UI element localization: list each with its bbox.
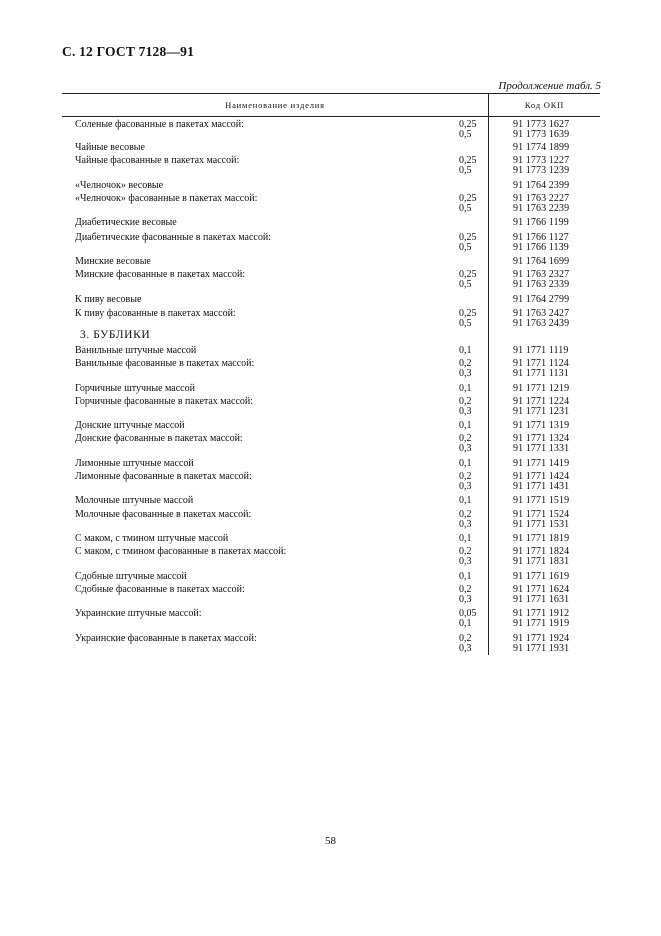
row-mass: 0,5	[459, 129, 472, 140]
table-row	[0, 142, 661, 153]
row-mass: 0,1	[459, 383, 472, 394]
table-continuation-label: Продолжение табл. 5	[498, 80, 601, 92]
row-code: 91 1763 2439	[513, 318, 570, 329]
row-code: 91 1763 2339	[513, 279, 570, 290]
row-name: С маком, с тмином фасованные в пакетах массой:	[75, 546, 287, 557]
row-code: 91 1773 1239	[513, 165, 570, 176]
row-mass: 0,25	[459, 308, 477, 319]
row-code: 91 1771 1424	[513, 471, 570, 482]
row-name: Горчичные штучные массой	[75, 383, 195, 394]
row-mass: 0,2	[459, 509, 472, 520]
row-code: 91 1773 1639	[513, 129, 570, 140]
column-header-code: Код ОКП	[488, 94, 600, 116]
row-name: Лимонные фасованные в пакетах массой:	[75, 471, 252, 482]
row-mass: 0,2	[459, 433, 472, 444]
row-name: С маком, с тмином штучные массой	[75, 533, 229, 544]
row-name: Диабетические весовые	[75, 217, 177, 228]
row-code: 91 1771 1419	[513, 458, 570, 469]
row-name: К пиву фасованные в пакетах массой:	[75, 308, 236, 319]
row-code: 91 1764 1699	[513, 256, 570, 267]
table-row	[0, 242, 661, 253]
row-mass: 0,05	[459, 608, 477, 619]
row-code: 91 1766 1127	[513, 232, 569, 243]
row-mass: 0,3	[459, 406, 472, 417]
row-name: Молочные фасованные в пакетах массой:	[75, 509, 252, 520]
table-row	[0, 594, 661, 605]
row-code: 91 1763 2227	[513, 193, 570, 204]
row-code: 91 1763 2327	[513, 269, 570, 280]
table-row	[0, 533, 661, 544]
row-name: Донские штучные массой	[75, 420, 185, 431]
row-code: 91 1771 1619	[513, 571, 570, 582]
row-mass: 0,1	[459, 420, 472, 431]
table-row	[0, 203, 661, 214]
row-code: 91 1771 1519	[513, 495, 570, 506]
table-row	[0, 519, 661, 530]
column-header-name: Наименование изделия	[225, 100, 325, 110]
row-code: 91 1771 1631	[513, 594, 570, 605]
table-row	[0, 180, 661, 191]
row-code: 91 1771 1219	[513, 383, 570, 394]
table-row	[0, 643, 661, 654]
row-name: Минские весовые	[75, 256, 151, 267]
row-mass: 0,3	[459, 594, 472, 605]
table-row	[0, 368, 661, 379]
row-mass: 0,1	[459, 618, 472, 629]
row-mass: 0,25	[459, 193, 477, 204]
row-name: Минские фасованные в пакетах массой:	[75, 269, 246, 280]
row-mass: 0,3	[459, 519, 472, 530]
row-mass: 0,2	[459, 471, 472, 482]
table-row	[0, 294, 661, 305]
row-code: 91 1771 1924	[513, 633, 570, 644]
row-code: 91 1773 1627	[513, 119, 570, 130]
row-code: 91 1766 1139	[513, 242, 569, 253]
table-row	[0, 217, 661, 228]
row-code: 91 1771 1131	[513, 368, 569, 379]
table-row	[0, 383, 661, 394]
row-name: Лимонные штучные массой	[75, 458, 194, 469]
row-code: 91 1771 1319	[513, 420, 570, 431]
row-code: 91 1771 1124	[513, 358, 569, 369]
row-code: 91 1771 1912	[513, 608, 570, 619]
row-mass: 0,1	[459, 571, 472, 582]
row-code: 91 1771 1831	[513, 556, 570, 567]
row-code: 91 1766 1199	[513, 217, 569, 228]
row-mass: 0,1	[459, 458, 472, 469]
table-row	[0, 256, 661, 267]
row-code: 91 1763 2239	[513, 203, 570, 214]
row-name: Горчичные фасованные в пакетах массой:	[75, 396, 254, 407]
row-name: Сдобные фасованные в пакетах массой:	[75, 584, 245, 595]
row-mass: 0,25	[459, 269, 477, 280]
row-mass: 0,5	[459, 318, 472, 329]
row-mass: 0,1	[459, 495, 472, 506]
table-row	[0, 279, 661, 290]
row-mass: 0,1	[459, 345, 472, 356]
table-row	[0, 458, 661, 469]
table-row	[0, 420, 661, 431]
table-row	[0, 495, 661, 506]
table-row	[0, 443, 661, 454]
row-code: 91 1771 1531	[513, 519, 570, 530]
row-code: 91 1771 1819	[513, 533, 570, 544]
page-header: С. 12 ГОСТ 7128—91	[62, 44, 195, 59]
row-code: 91 1771 1324	[513, 433, 570, 444]
table-row	[0, 618, 661, 629]
row-mass: 0,25	[459, 119, 477, 130]
row-name: Ванильные фасованные в пакетах массой:	[75, 358, 255, 369]
row-code: 91 1771 1231	[513, 406, 570, 417]
row-code: 91 1771 1624	[513, 584, 570, 595]
row-code: 91 1771 1224	[513, 396, 570, 407]
row-name: Донские фасованные в пакетах массой:	[75, 433, 243, 444]
table-row	[0, 571, 661, 582]
row-mass: 0,2	[459, 584, 472, 595]
row-mass: 0,3	[459, 443, 472, 454]
table-row	[0, 165, 661, 176]
row-name: Чайные весовые	[75, 142, 145, 153]
row-name: К пиву весовые	[75, 294, 142, 305]
row-code: 91 1774 1899	[513, 142, 570, 153]
row-name: «Челночок» весовые	[75, 180, 164, 191]
row-mass: 0,3	[459, 481, 472, 492]
row-mass: 0,3	[459, 556, 472, 567]
row-mass: 0,5	[459, 242, 472, 253]
table-row	[0, 318, 661, 329]
page-number: 58	[325, 835, 336, 847]
table-row	[0, 345, 661, 356]
row-code: 91 1773 1227	[513, 155, 570, 166]
row-code: 91 1771 1919	[513, 618, 570, 629]
table-row	[0, 556, 661, 567]
row-name: «Челночок» фасованные в пакетах массой:	[75, 193, 258, 204]
row-mass: 0,1	[459, 533, 472, 544]
row-mass: 0,2	[459, 396, 472, 407]
row-mass: 0,3	[459, 368, 472, 379]
row-name: Украинские штучные массой:	[75, 608, 202, 619]
table-row	[0, 129, 661, 140]
row-mass: 0,25	[459, 155, 477, 166]
row-name: Сдобные штучные массой	[75, 571, 187, 582]
row-code: 91 1771 1824	[513, 546, 570, 557]
row-mass: 0,5	[459, 279, 472, 290]
row-mass: 0,5	[459, 165, 472, 176]
row-code: 91 1771 1931	[513, 643, 570, 654]
row-code: 91 1764 2399	[513, 180, 570, 191]
row-code: 91 1764 2799	[513, 294, 570, 305]
row-mass: 0,25	[459, 232, 477, 243]
row-name: Ванильные штучные массой	[75, 345, 197, 356]
row-mass: 0,5	[459, 203, 472, 214]
row-code: 91 1771 1431	[513, 481, 570, 492]
row-name: Молочные штучные массой	[75, 495, 194, 506]
row-code: 91 1771 1119	[513, 345, 569, 356]
section-title: 3. БУБЛИКИ	[80, 329, 151, 341]
row-name: Чайные фасованные в пакетах массой:	[75, 155, 240, 166]
row-code: 91 1771 1331	[513, 443, 570, 454]
row-name: Соленые фасованные в пакетах массой:	[75, 119, 244, 130]
row-mass: 0,2	[459, 633, 472, 644]
row-mass: 0,2	[459, 546, 472, 557]
row-name: Украинские фасованные в пакетах массой:	[75, 633, 257, 644]
row-mass: 0,3	[459, 643, 472, 654]
table-row	[0, 481, 661, 492]
row-code: 91 1771 1524	[513, 509, 570, 520]
row-mass: 0,2	[459, 358, 472, 369]
row-name: Диабетические фасованные в пакетах массой:	[75, 232, 271, 243]
row-code: 91 1763 2427	[513, 308, 570, 319]
table-row	[0, 406, 661, 417]
